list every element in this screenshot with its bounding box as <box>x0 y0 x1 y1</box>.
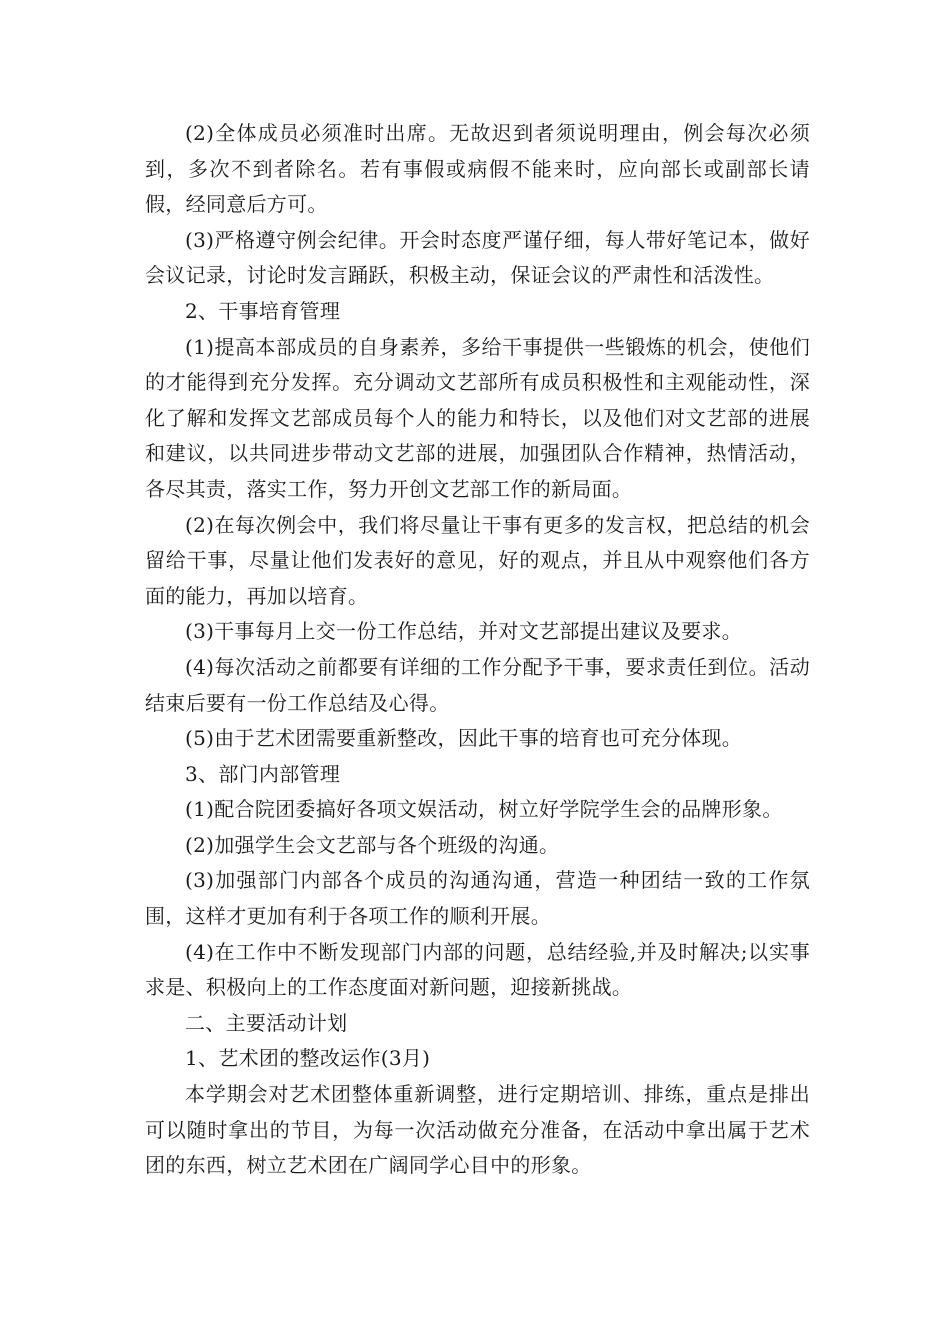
paragraph-art-troupe: 本学期会对艺术团整体重新调整，进行定期培训、排练，重点是排出可以随时拿出的节目，为每一次活动做充分准备，在活动中拿出属于艺术团的东西，树立艺术团在广阔同学心目中的形象。 <box>145 1082 810 1178</box>
paragraph-internal-4: (4)在工作中不断发现部门内部的问题，总结经验,并及时解决;以实事求是、积极向上的工作态度面对新问题，迎接新挑战。 <box>145 939 810 1000</box>
paragraph-meeting-discipline: (3)严格遵守例会纪律。开会时态度严谨仔细，每人带好笔记本，做好会议记录，讨论时发言踊跃，积极主动，保证会议的严肃性和活泼性。 <box>145 227 810 288</box>
heading-internal-management: 3、部门内部管理 <box>185 761 341 786</box>
heading-art-troupe: 1、艺术团的整改运作(3月) <box>185 1046 431 1071</box>
paragraph-internal-2: (2)加强学生会文艺部与各个班级的沟通。 <box>185 832 560 857</box>
paragraph-training-2: (2)在每次例会中，我们将尽量让干事有更多的发言权，把总结的机会留给干事，尽量让他们发表好的意见，好的观点，并且从中观察他们各方面的能力，再加以培育。 <box>145 512 810 608</box>
paragraph-training-5: (5)由于艺术团需要重新整改，因此干事的培育也可充分体现。 <box>185 726 743 751</box>
heading-staff-training: 2、干事培育管理 <box>185 298 341 323</box>
heading-activity-plan: 二、主要活动计划 <box>185 1010 348 1035</box>
paragraph-training-1: (1)提高本部成员的自身素养，多给干事提供一些锻炼的机会，使他们的才能得到充分发挥。充分调动文艺部所有成员积极性和主观能动性，深化了解和发挥文艺部成员每个人的能力和特长，以及他们对文艺部的进展和建议，以共同进步带动文艺部的进展，加强团队合作精神，热情活动，各尽其责，落实工作，努力开创文艺部工作的新局面。 <box>145 334 810 501</box>
paragraph-internal-3: (3)加强部门内部各个成员的沟通沟通，营造一种团结一致的工作氛围，这样才更加有利于各项工作的顺利开展。 <box>145 868 810 929</box>
document-body <box>145 116 810 1184</box>
paragraph-training-3: (3)干事每月上交一份工作总结，并对文艺部提出建议及要求。 <box>185 619 743 644</box>
paragraph-internal-1: (1)配合院团委搞好各项文娱活动，树立好学院学生会的品牌形象。 <box>185 797 783 822</box>
paragraph-training-4: (4)每次活动之前都要有详细的工作分配予干事，要求责任到位。活动结束后要有一份工作总结及心得。 <box>145 654 810 715</box>
paragraph-attendance-rule: (2)全体成员必须准时出席。无故迟到者须说明理由，例会每次必须到，多次不到者除名。若有事假或病假不能来时，应向部长或副部长请假，经同意后方可。 <box>145 121 810 217</box>
